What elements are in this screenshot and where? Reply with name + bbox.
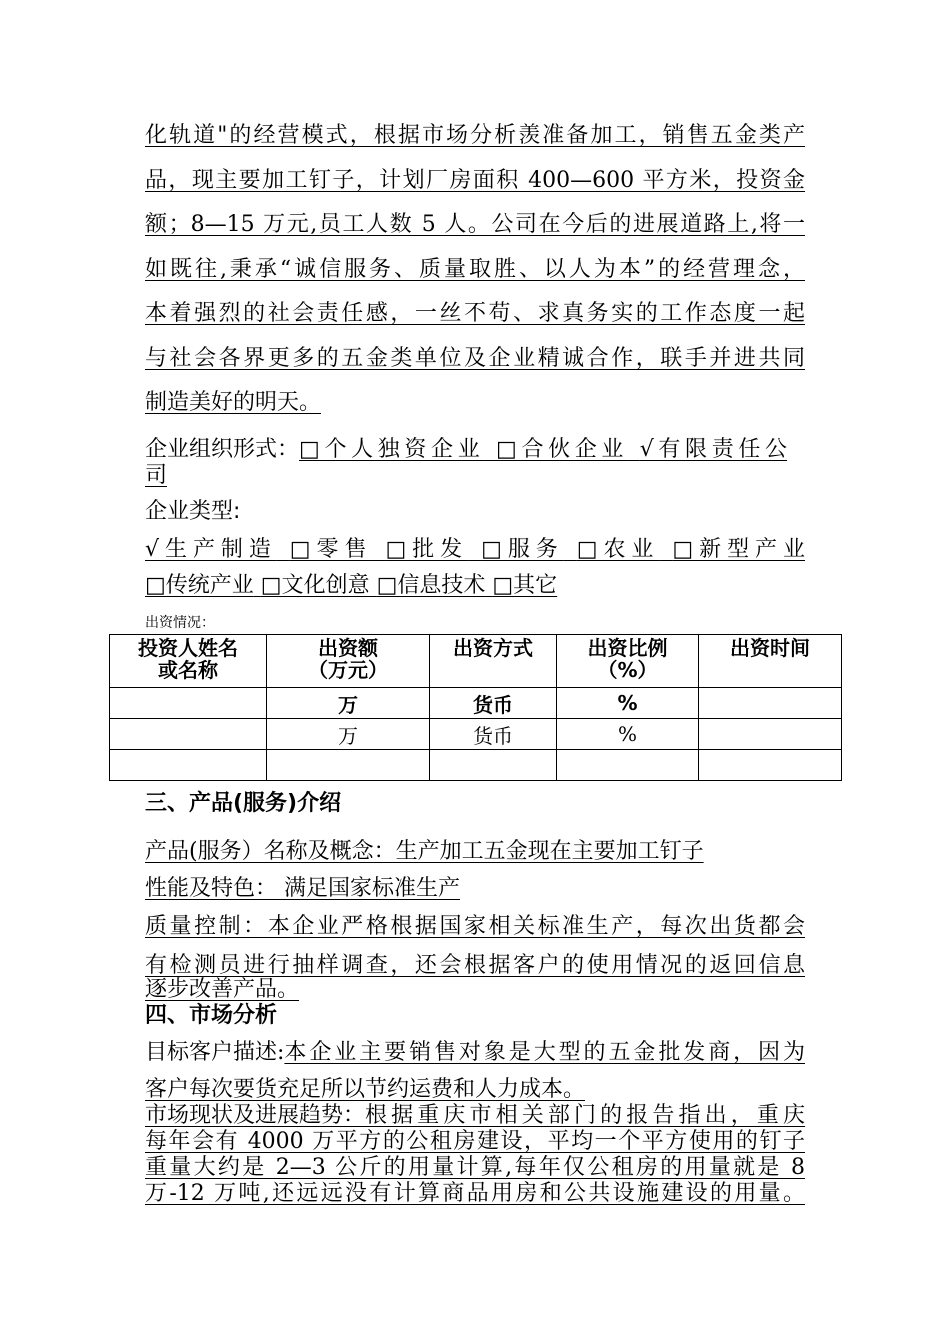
cell-investor-name[interactable] xyxy=(110,750,267,781)
org-type-label: 企业类型: xyxy=(145,499,241,524)
intro-line-2: 品，现主要加工钉子，计划厂房面积 400—600 平方米，投资金 xyxy=(145,168,805,193)
status-line-1 xyxy=(145,1102,805,1130)
status-line-4: 万-12 万吨,还远远没有计算商品用房和公共设施建设的用量。 xyxy=(145,1181,805,1206)
section-3-title: 三、产品(服务)介绍 xyxy=(145,791,342,816)
target-label: 目标客户描述: xyxy=(145,1040,285,1065)
cell-amount[interactable]: 万 xyxy=(267,719,430,750)
cell-method[interactable]: 货币 xyxy=(430,719,557,750)
cell-time[interactable] xyxy=(699,688,842,719)
header-investor-name: 投资人姓名 或名称 xyxy=(110,635,267,688)
target-line-2: 客户每次要货充足所以节约运费和人力成本。 xyxy=(145,1077,586,1102)
intro-line-6: 与社会各界更多的五金类单位及企业精诚合作，联手并进共同 xyxy=(145,346,805,371)
quality-line-3: 逐步改善产品。 xyxy=(145,977,300,1002)
org-form-option-partnership[interactable]: □合伙企业 xyxy=(496,437,629,462)
org-type-row-2 xyxy=(145,572,557,600)
table-header-row xyxy=(110,635,842,688)
org-type-row-1 xyxy=(145,536,805,564)
cell-method[interactable]: 货币 xyxy=(430,688,557,719)
cell-ratio[interactable]: % xyxy=(557,719,699,750)
header-method: 出资方式 xyxy=(430,635,557,688)
org-type-retail[interactable]: □零售 xyxy=(289,537,373,562)
org-type-culture[interactable]: □文化创意 xyxy=(260,573,370,598)
target-line-1 xyxy=(145,1039,805,1067)
table-row xyxy=(110,688,842,719)
cell-time[interactable] xyxy=(699,750,842,781)
quality-line-2: 有检测员进行抽样调查，还会根据客户的使用情况的返回信息 xyxy=(145,953,805,978)
features-line: 性能及特色： 满足国家标准生产 xyxy=(145,876,460,901)
header-ratio: 出资比例 （%） xyxy=(557,635,699,688)
cell-ratio[interactable]: % xyxy=(557,688,699,719)
cell-amount[interactable] xyxy=(267,750,430,781)
org-type-new-industry[interactable]: □新型产业 xyxy=(672,537,805,562)
quality-line-1: 质量控制：本企业严格根据国家相关标准生产，每次出货都会 xyxy=(145,914,805,939)
org-form-tail: 司 xyxy=(145,463,168,488)
cell-ratio[interactable] xyxy=(557,750,699,781)
status-line-3: 重量大约是 2—3 公斤的用量计算,每年仅公租房的用量就是 8 xyxy=(145,1155,805,1180)
header-time: 出资时间 xyxy=(699,635,842,688)
org-form-option-sole[interactable]: □个人独资企业 xyxy=(299,437,485,462)
section-4-title: 四、市场分析 xyxy=(145,1003,278,1028)
org-type-traditional[interactable]: □传统产业 xyxy=(145,573,254,598)
intro-line-5: 本着强烈的社会责任感，一丝不苟、求真务实的工作态度一起 xyxy=(145,301,805,326)
org-form-label: 企业组织形式： xyxy=(145,437,300,462)
cell-method[interactable] xyxy=(430,750,557,781)
intro-line-3: 额；8—15 万元,员工人数 5 人。公司在今后的进展道路上,将一 xyxy=(145,212,805,237)
org-type-manufacturing[interactable]: √生产制造 xyxy=(145,537,277,562)
table-row xyxy=(110,719,842,750)
org-form-option-llc[interactable]: √有限责任公 xyxy=(639,437,788,462)
investment-caption: 出资情况： xyxy=(145,615,215,631)
investment-table xyxy=(109,634,842,781)
target-text-1: 本企业主要销售对象是大型的五金批发商，因为 xyxy=(284,1040,805,1065)
cell-investor-name[interactable] xyxy=(110,688,267,719)
cell-amount[interactable]: 万 xyxy=(267,688,430,719)
table-row xyxy=(110,750,842,781)
status-line-2: 每年会有 4000 万平方的公租房建设，平均一个平方使用的钉子 xyxy=(145,1129,805,1154)
status-text-1: 根据重庆市相关部门的报告指出，重庆 xyxy=(365,1103,805,1128)
org-type-other[interactable]: □其它 xyxy=(492,573,558,598)
org-type-wholesale[interactable]: □批发 xyxy=(385,537,469,562)
cell-time[interactable] xyxy=(699,719,842,750)
intro-line-4: 如既往,秉承“诚信服务、质量取胜、以人为本”的经营理念， xyxy=(145,257,805,282)
status-label: 市场现状及进展趋势： xyxy=(145,1103,366,1128)
org-type-it[interactable]: □信息技术 xyxy=(376,573,486,598)
org-type-service[interactable]: □服务 xyxy=(481,537,564,562)
header-amount: 出资额 （万元） xyxy=(267,635,430,688)
product-name-line: 产品(服务）名称及概念：生产加工五金现在主要加工钉子 xyxy=(145,839,704,864)
org-type-agriculture[interactable]: □农业 xyxy=(576,537,660,562)
intro-line-7: 制造美好的明天。 xyxy=(145,390,322,415)
cell-investor-name[interactable] xyxy=(110,719,267,750)
org-form-row xyxy=(145,436,787,464)
org-form-options xyxy=(299,436,787,464)
intro-line-1: 化轨道"的经营模式，根据市场分析羡准备加工，销售五金类产 xyxy=(145,123,805,148)
